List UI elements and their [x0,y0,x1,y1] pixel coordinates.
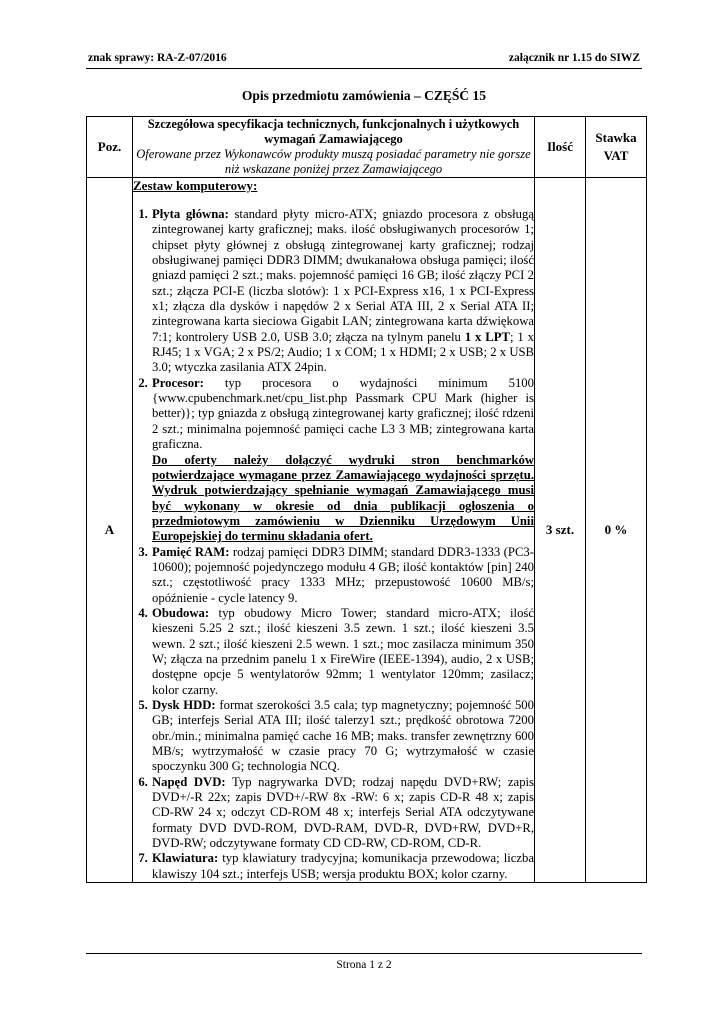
row-vat-rate: 0 % [586,178,647,883]
page-header [86,52,642,68]
attachment-number: załącznik nr 1.15 do SIWZ [508,52,640,64]
benchmark-note: Do oferty należy dołączyć wydruki stron benchmarków potwierdzające wymagane przez Zamawiającego wydajności sprzętu. Wydruk potwierdzający spełnianie wymagań Zamawiającego musi być wykonany w okresie od dnia publikacji ogłoszenia o przedmiotowym zamówieniu w Dzienniku Urzędowym Unii Europejskiej do terminu składania ofert. [152,452,534,544]
item-text: format szerokości 3.5 cala; typ magnetyczny; pojemność 500 GB; interfejs Serial ATA III; ilość talerzy1 szt.; prędkość obrotowa 7200 obr./min.; minimalna pamięć cache 16 MB; maks. transfer zewnętrzny 600 MB/s; wytrzymałość w czasie pracy 70 G; wytrzymałość w czasie spoczynku 300 G; technologia NCQ. [152,698,534,774]
item-label: Klawiatura: [152,851,219,866]
item-label: Obudowa: [152,605,210,620]
item-label: Dysk HDD: [152,698,216,712]
item-text: typ procesora o wydajności minimum 5100 {www.cpubenchmark.net/cpu_list.php Passmark CPU Mark (higher is better)}; typ gniazda z obsługą zintegrowanej karty graficznej; ilość rdzeni 2 szt.; minimalna pojemność pamięci cache L3 3 MB; zintegrowana karta graficzna. [152,375,534,452]
list-item-case [151,606,534,698]
table-row [87,178,647,883]
list-item-hdd [151,698,534,775]
row-position: A [87,178,133,883]
item-label: Napęd DVD: [152,774,226,789]
item-text: Typ nagrywarka DVD; rodzaj napędu DVD+RW; zapis DVD+/-R 22x; zapis DVD+/-RW 8x -RW: 6 x; zapis CD-R 48 x; zapis CD-RW 24 x; odczyt CD-ROM 48 x; interfejs Serial ATA odczytywane formaty DVD DVD-ROM, DVD-RAM, DVD-R, DVD+RW, DVD+R, DVD-RW; odczytywane formaty CD CD-RW, CD-ROM, CD-R. [152,774,534,851]
row-quantity: 3 szt. [535,178,586,883]
specification-heading: Szczegółowa specyfikacja technicznych, funkcjonalnych i użytkowych wymagań Zamawiającego [147,117,520,146]
column-header-vat: Stawka VAT [586,117,647,178]
document-title: Opis przedmiotu zamówienia – CZĘŚĆ 15 [241,88,487,103]
column-header-position: Poz. [87,117,133,178]
header-divider [86,68,642,69]
item-label: Płyta główna: [152,207,229,221]
list-item-dvd [151,775,534,852]
row-specification [133,178,535,883]
item-label: Pamięć RAM: [152,544,230,559]
list-item-processor [151,376,534,545]
specification-subheading: Oferowane przez Wykonawców produkty muszą posiadać parametry nie gorsze niż wskazane poniżej przez Zamawiającego [136,147,531,176]
list-item-motherboard [151,207,534,376]
page-number: Strona 1 z 2 [336,959,392,971]
specification-table [86,116,647,883]
item-text: rodzaj pamięci DDR3 DIMM; standard DDR3-1333 (PC3-10600); pojemność pojedynczego modułu 4 GB; ilość kontaktów [pin] 240 szt.; częstotliwość pracy 1333 MHz; przepustowość 10600 MB/s; opóźnienie - cycle latency 9. [152,544,534,605]
item-text: standard płyty micro-ATX; gniazdo procesora z obsługą zintegrowanej karty graficznej; maks. ilość obsługiwanych procesorów 1; chipset płyty głównej z obsługą zintegrowanej karty graficznej; rodzaj obsługiwanej pamięci DDR3 DIMM; dwukanałowa obsługa pamięci; ilość gniazd pamięci 2 szt.; maks. pojemność pamięci 16 GB; ilość złączy PCI 2 szt.; złącza PCI-E (liczba slotów): 1 x PCI-Express x16, 1 x PCI-Express x1; złącza dla dysków i napędów 2 x Serial ATA III, 2 x Serial ATA II; zintegrowana karta sieciowa Gigabit LAN; zintegrowana karta dźwiękowa 7:1; kontrolery USB 2.0, USB 3.0; złącza na tylnym panelu [152,207,534,344]
table-header-row [87,117,647,178]
set-title: Zestaw komputerowy: [133,178,258,193]
list-item-ram [151,545,534,606]
column-header-quantity: Ilość [535,117,586,178]
item-label: Procesor: [152,375,204,390]
item-text: typ klawiatury tradycyjna; komunikacja przewodowa; liczba klawiszy 104 szt.; interfejs USB; wersja produktu BOX; kolor czarny. [152,851,534,881]
component-list [133,207,534,882]
item-text: typ obudowy Micro Tower; standard micro-ATX; ilość kieszeni 5.25 2 szt.; ilość kieszeni 3.5 zewn. 1 szt.; ilość kieszeni 3.5 wewn. 2 szt.; ilość kieszeni 2.5 wewn. 1 szt.; moc zasilacza minimum 350 W; złącza na przednim panelu 1 x FireWire (IEEE-1394), audio, 2 x USB; dostępne opcje 5 wentylatorów 92mm; 1 wentylator 120mm; zasilacz; kolor czarny. [152,605,534,697]
item-emphasis: 1 x LPT [464,329,510,344]
column-header-specification [133,117,535,178]
list-item-keyboard [151,851,534,882]
item-text-continued: ; 1 x RJ45; 1 x VGA; 2 x PS/2; Audio; 1 x COM; 1 x HDMI; 2 x USB; 2 x USB 3.0; wtyczka zasilania ATX 24pin. [152,329,534,375]
case-reference: znak sprawy: RA-Z-07/2016 [88,52,227,64]
footer-divider [86,953,642,954]
